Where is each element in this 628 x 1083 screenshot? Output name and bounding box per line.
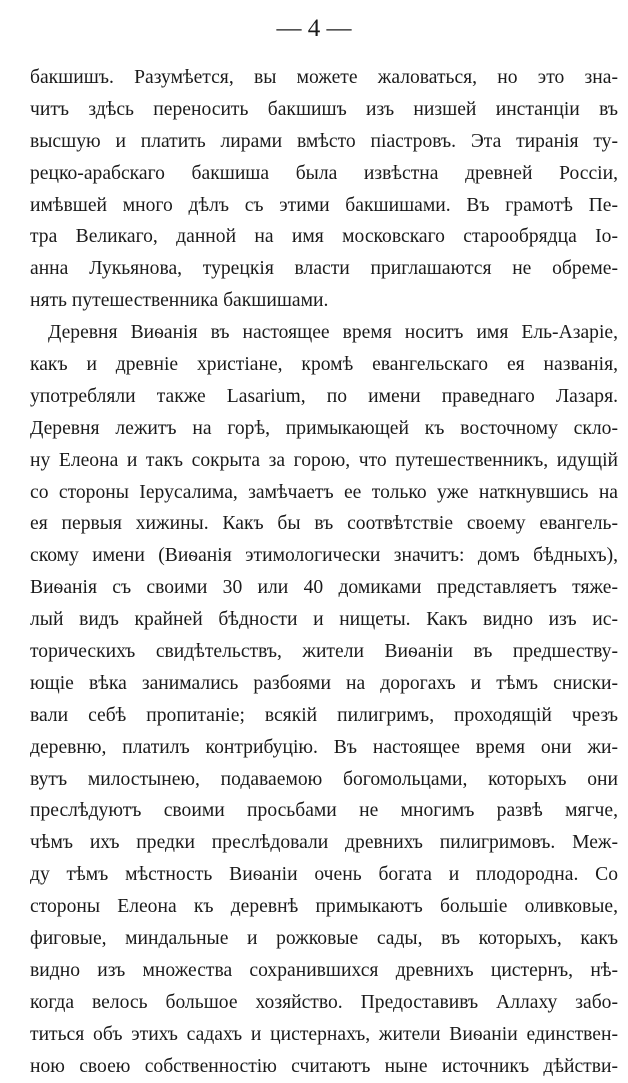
text-line: нять путешественника бакшишами. [30,290,329,312]
text-line: Деревня лежитъ на горѣ, примыкающей къ восточному скло- [30,417,618,439]
page-number: — 4 — [276,15,352,42]
text-line: ющіе вѣка занимались разбоями на дорогахъ и тѣмъ сниски- [30,672,618,694]
text-line: Виѳанія съ своими 30 или 40 домиками представляетъ тяже- [30,577,618,599]
paragraph-2 [30,317,618,1082]
text-line: имѣвшей много дѣлъ съ этими бакшишами. Въ грамотѣ Пе- [30,194,618,216]
text-line: фиговые, миндальные и рожковые сады, въ которыхъ, какъ [30,928,618,950]
text-line: вали себѣ пропитаніе; всякій пилигримъ, проходящій чрезъ [30,704,618,726]
text-line: когда велось большое хозяйство. Предоставивъ Аллаху забо- [30,991,618,1013]
body-text [30,62,618,1083]
text-line: рецко-арабскаго бакшиша была извѣстна древней Россіи, [30,162,618,184]
text-line: читъ здѣсь переносить бакшишъ изъ низшей инстанціи въ [30,98,618,120]
text-line: титься объ этихъ садахъ и цистернахъ, жители Виѳаніи единствен- [30,1023,618,1045]
text-line: употребляли также Lasarium, по имени праведнаго Лазаря. [30,385,618,407]
paragraph-1 [30,62,618,317]
text-line: вутъ милостынею, подаваемою богомольцами, которыхъ они [30,768,618,790]
text-line: деревню, платилъ контрибуцію. Въ настоящее время они жи- [30,736,618,758]
text-line: торическихъ свидѣтельствъ, жители Виѳаніи въ предшеству- [30,641,618,663]
text-line: стороны Елеона къ деревнѣ примыкаютъ большіе оливковые, [30,896,618,918]
text-line: лый видъ крайней бѣдности и нищеты. Какъ видно изъ ис- [30,609,618,631]
text-line: тра Великаго, данной на имя московскаго старообрядца Іо- [30,226,618,248]
text-line: Деревня Виѳанія въ настоящее время носитъ имя Ель-Азаріе, [48,322,618,344]
text-line: ною своею собственностію считаютъ ныне источникъ дѣйстви- [30,1055,618,1077]
text-line: скому имени (Виѳанія этимологически значитъ: домъ бѣдныхъ), [30,545,618,567]
text-line: со стороны Іерусалима, замѣчаетъ ее только уже наткнувшись на [30,481,618,503]
text-line: анна Лукьянова, турецкія власти приглашаются не обреме- [30,258,618,280]
text-line: ну Елеона и такъ сокрыта за горою, что путешественникъ, идущій [30,449,618,471]
text-line: видно изъ множества сохранившихся древнихъ цистернъ, нѣ- [30,959,618,981]
text-line: бакшишъ. Разумѣется, вы можете жаловаться, но это зна- [30,67,618,88]
text-line: какъ и древніе христіане, кромѣ евангельскаго ея названія, [30,354,618,376]
text-line: преслѣдуютъ своими просьбами не многимъ развѣ мягче, [30,800,618,822]
text-line: чѣмъ ихъ предки преслѣдовали древнихъ пилигримовъ. Меж- [30,832,618,854]
text-line: ея первыя хижины. Какъ бы въ соотвѣтствіе своему евангель- [30,513,618,535]
text-line: ду тѣмъ мѣстность Виѳаніи очень богата и плодородна. Со [30,864,618,886]
text-line: высшую и платить лирами вмѣсто піастровъ. Эта тиранія ту- [30,130,618,152]
